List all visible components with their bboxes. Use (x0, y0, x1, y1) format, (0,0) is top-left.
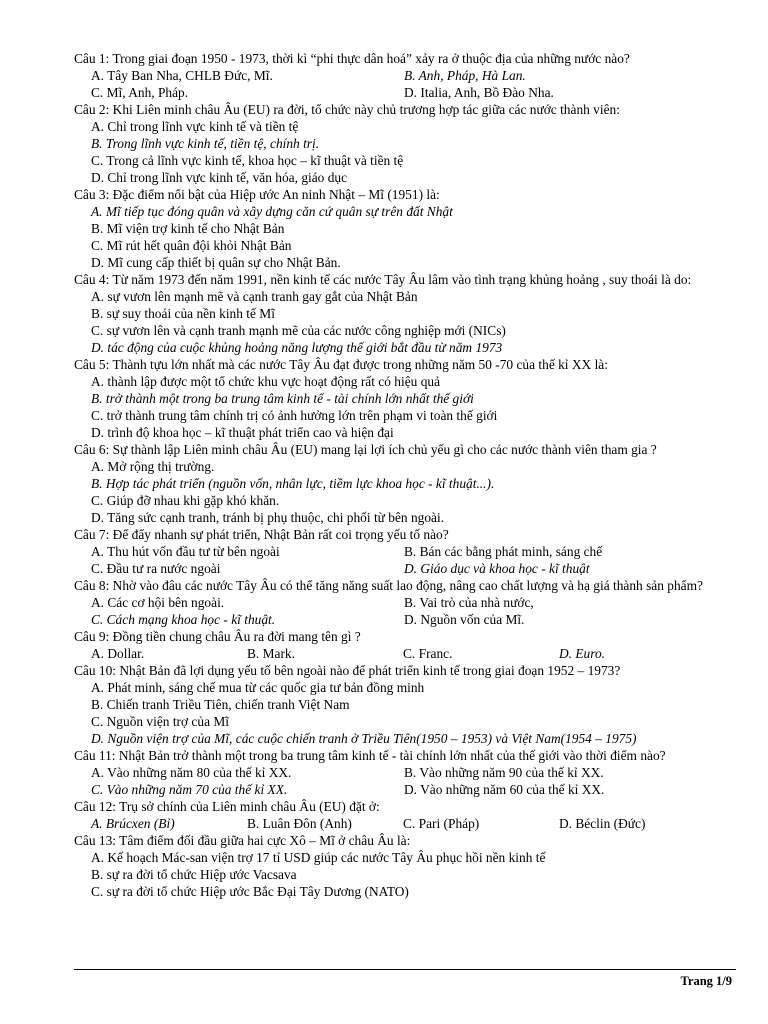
question-3: Câu 3: Đặc điểm nổi bật của Hiệp ước An ninh Nhật – Mĩ (1951) là: (74, 187, 440, 202)
option-a: A. Thu hút vốn đầu tư từ bên ngoài (91, 544, 280, 559)
options-row (74, 543, 734, 560)
options-row (74, 781, 734, 798)
option-a: A. Kế hoạch Mác-san viện trợ 17 tỉ USD giúp các nước Tây Âu phục hồi nền kinh tế (91, 850, 546, 865)
option-b: B. Trong lĩnh vực kinh tế, tiền tệ, chính trị. (91, 136, 320, 151)
option-d: D. Nguồn vốn của Mĩ. (404, 612, 525, 627)
option-d: D. Euro. (559, 646, 605, 661)
option-d: D. Béclin (Đức) (559, 816, 646, 831)
option-a: A. Vào những năm 80 của thế kỉ XX. (91, 765, 292, 780)
page-number: Trang 1/9 (680, 974, 732, 988)
option-c: C. sự ra đời tổ chức Hiệp ước Bắc Đại Tây Dương (NATO) (91, 884, 409, 899)
option-a: A. Chỉ trong lĩnh vực kinh tế và tiền tệ (91, 119, 299, 134)
question-8: Câu 8: Nhờ vào đâu các nước Tây Âu có thể tăng năng suất lao động, nâng cao chất lượng và hạ giá thành sản phẩm? (74, 578, 703, 593)
option-b: B. Vai trò của nhà nước, (404, 595, 534, 610)
option-b: B. Hợp tác phát triển (nguồn vốn, nhân lực, tiềm lực khoa học - kĩ thuật...). (91, 476, 495, 491)
option-a: A. Tây Ban Nha, CHLB Đức, Mĩ. (91, 68, 273, 83)
option-b: B. Bán các bằng phát minh, sáng chế (404, 544, 603, 559)
exam-document (74, 50, 734, 900)
question-13: Câu 13: Tâm điểm đối đầu giữa hai cực Xô – Mĩ ở châu Âu là: (74, 833, 411, 848)
option-b: B. Anh, Pháp, Hà Lan. (404, 68, 526, 83)
option-b: B. Luân Đôn (Anh) (247, 816, 352, 831)
option-d: D. Chỉ trong lĩnh vực kinh tế, văn hóa, giáo dục (91, 170, 348, 185)
option-b: B. Mĩ viện trợ kinh tế cho Nhật Bản (91, 221, 285, 236)
option-d: D. trình độ khoa học – kĩ thuật phát triển cao và hiện đại (91, 425, 394, 440)
option-a: A. sự vươn lên mạnh mẽ và cạnh tranh gay gắt của Nhật Bản (91, 289, 418, 304)
option-c: C. Mĩ rút hết quân đội khỏi Nhật Bản (91, 238, 292, 253)
options-row (74, 84, 734, 101)
option-a: A. Brúcxen (Bỉ) (91, 816, 175, 831)
question-5: Câu 5: Thành tựu lớn nhất mà các nước Tây Âu đạt được trong những năm 50 -70 của thế kỉ XX là: (74, 357, 608, 372)
option-a: A. Dollar. (91, 646, 145, 661)
option-c: C. trở thành trung tâm chính trị có ảnh hưởng lớn trên phạm vi toàn thế giới (91, 408, 498, 423)
option-b: B. sự suy thoái của nền kinh tế Mĩ (91, 306, 275, 321)
option-c: C. sự vươn lên và cạnh tranh mạnh mẽ của các nước công nghiệp mới (NICs) (91, 323, 506, 338)
option-d: D. Vào những năm 60 của thế kỉ XX. (404, 782, 605, 797)
options-row (74, 594, 734, 611)
option-d: D. Tăng sức cạnh tranh, tránh bị phụ thuộc, chi phối từ bên ngoài. (91, 510, 445, 525)
option-a: A. Các cơ hội bên ngoài. (91, 595, 225, 610)
option-b: B. trở thành một trong ba trung tâm kinh tế - tài chính lớn nhất thế giới (91, 391, 474, 406)
question-1: Câu 1: Trong giai đoạn 1950 - 1973, thời kì “phi thực dân hoá” xảy ra ở thuộc địa của những nước nào? (74, 51, 630, 66)
option-a: A. Mở rộng thị trường. (91, 459, 215, 474)
option-d: D. Nguồn viện trợ của Mĩ, các cuộc chiến tranh ở Triều Tiên(1950 – 1953) và Việt Nam(1954 – 1975) (91, 731, 637, 746)
option-c: C. Nguồn viện trợ của Mĩ (91, 714, 229, 729)
option-c: C. Pari (Pháp) (403, 816, 480, 831)
option-c: C. Vào những năm 70 của thế kỉ XX. (91, 782, 288, 797)
option-b: B. Chiến tranh Triều Tiên, chiến tranh Việt Nam (91, 697, 350, 712)
question-4: Câu 4: Từ năm 1973 đến năm 1991, nền kinh tế các nước Tây Âu lâm vào tình trạng khủng hoảng , suy thoái là do: (74, 272, 692, 287)
options-row (74, 67, 734, 84)
option-c: C. Giúp đỡ nhau khi gặp khó khăn. (91, 493, 280, 508)
option-d: D. Giáo dục và khoa học - kĩ thuật (404, 561, 590, 576)
option-b: B. Vào những năm 90 của thế kỉ XX. (404, 765, 604, 780)
question-7: Câu 7: Để đẩy nhanh sự phát triển, Nhật Bản rất coi trọng yếu tố nào? (74, 527, 449, 542)
option-d: D. Italia, Anh, Bồ Đào Nha. (404, 85, 554, 100)
option-d: D. Mĩ cung cấp thiết bị quân sự cho Nhật Bản. (91, 255, 341, 270)
question-11: Câu 11: Nhật Bản trở thành một trong ba trung tâm kinh tế - tài chính lớn nhất của thế giới vào thời điểm nào? (74, 748, 666, 763)
options-row (74, 815, 734, 832)
question-9: Câu 9: Đồng tiền chung châu Âu ra đời mang tên gì ? (74, 629, 361, 644)
option-c: C. Franc. (403, 646, 453, 661)
option-c: C. Cách mạng khoa học - kĩ thuật. (91, 612, 276, 627)
option-a: A. Phát minh, sáng chế mua từ các quốc gia tư bản đồng minh (91, 680, 425, 695)
question-6: Câu 6: Sự thành lập Liên minh châu Âu (EU) mang lại lợi ích chủ yếu gì cho các nước thành viên tham gia ? (74, 442, 657, 457)
footer-divider (74, 969, 736, 970)
question-10: Câu 10: Nhật Bản đã lợi dụng yếu tố bên ngoài nào để phát triển kinh tế trong giai đoạn 1952 – 1973? (74, 663, 621, 678)
options-row (74, 764, 734, 781)
options-row (74, 611, 734, 628)
options-row (74, 645, 734, 662)
option-b: B. sự ra đời tổ chức Hiệp ước Vacsava (91, 867, 297, 882)
option-c: C. Đầu tư ra nước ngoài (91, 561, 221, 576)
option-d: D. tác động của cuộc khủng hoảng năng lượng thế giới bắt đầu từ năm 1973 (91, 340, 503, 355)
question-2: Câu 2: Khi Liên minh châu Âu (EU) ra đời, tổ chức này chủ trương hợp tác giữa các nước thành viên: (74, 102, 620, 117)
option-c: C. Mĩ, Anh, Pháp. (91, 85, 189, 100)
question-12: Câu 12: Trụ sở chính của Liên minh châu Âu (EU) đặt ở: (74, 799, 380, 814)
options-row (74, 560, 734, 577)
option-a: A. Mĩ tiếp tục đóng quân và xây dựng căn cứ quân sự trên đất Nhật (91, 204, 453, 219)
option-c: C. Trong cả lĩnh vực kinh tế, khoa học – kĩ thuật và tiền tệ (91, 153, 404, 168)
option-a: A. thành lập được một tổ chức khu vực hoạt động rất có hiệu quả (91, 374, 441, 389)
option-b: B. Mark. (247, 646, 295, 661)
